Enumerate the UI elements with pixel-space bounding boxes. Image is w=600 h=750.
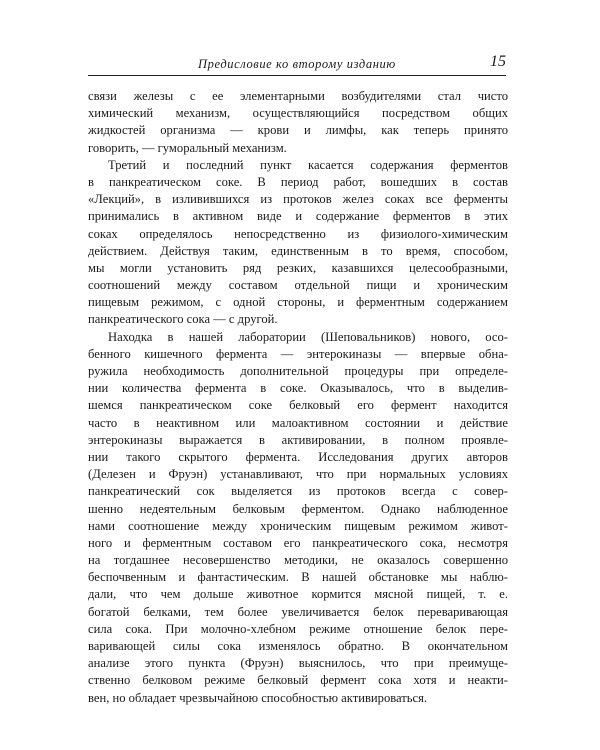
text-line: панкреатический сок выделяется из протоков всегда с совер- xyxy=(88,484,508,499)
paragraph xyxy=(88,157,508,329)
body-text xyxy=(88,88,508,707)
text-line: сила сока. При молочно-хлебном режиме отношение белок пере- xyxy=(88,621,508,636)
text-line: химический механизм, осуществляющийся посредством общих xyxy=(88,106,508,121)
text-line: вен, но обладает чрезвычайною способностью активироваться. xyxy=(88,690,428,705)
text-line: энтерокиназы выражается в активировании, в полном проявле- xyxy=(88,432,508,447)
text-line: богатой белками, тем более увеличивается белок переваривающая xyxy=(88,604,508,619)
text-line: Третий и последний пункт касается содержания ферментов xyxy=(108,157,508,172)
text-line: соках определялось непосредственно из физиолого-химическим xyxy=(88,226,508,241)
text-line: часто в неактивном или малоактивном состоянии и действие xyxy=(88,415,508,430)
text-line: шемся панкреатическом соке белковый его фермент находится xyxy=(88,398,508,413)
text-line: в панкреатическом соке. В период работ, вошедших в состав xyxy=(88,174,508,189)
text-line: (Делезен и Фруэн) устанавливают, что при нормальных условиях xyxy=(88,467,508,482)
text-line: связи железы с ее элементарными возбудителями стал чисто xyxy=(88,89,508,103)
text-line: анализе этого пункта (Фруэн) выяснилось, что при преимуще- xyxy=(88,656,508,671)
text-line: дали, что чем дольше животное кормится мясной пищей, т. е. xyxy=(88,587,508,602)
paragraph xyxy=(88,88,508,157)
page-number: 15 xyxy=(490,53,506,70)
header-rule xyxy=(88,75,506,76)
text-line: на тогдашнее несовершенство методики, не оказалось совершенно xyxy=(88,553,508,568)
text-line: шенно недеятельным белковым ферментом. Однако наблюденное xyxy=(88,501,508,516)
text-line: ственно белковом режиме белковый фермент сока хотя и неакти- xyxy=(88,673,508,688)
text-line: жидкостей организма — крови и лимфы, как теперь принято xyxy=(88,123,508,138)
text-line: бенного кишечного фермента — энтерокиназы — впервые обна- xyxy=(88,346,508,361)
text-line: нами соотношение между хроническим пищевым режимом живот- xyxy=(88,518,508,533)
text-line: нии такого скрытого фермента. Исследования других авторов xyxy=(88,449,508,464)
text-line: пищевым режимом, с одной стороны, и ферментным содержанием xyxy=(88,295,508,310)
running-head xyxy=(88,53,506,75)
text-line: действием. Действуя таким, единственным в то время, способом, xyxy=(88,243,508,258)
text-line: варивающей силы сока изменялось обратно. В окончательном xyxy=(88,639,508,653)
text-line: Находка в нашей лаборатории (Шеповальников) нового, осо- xyxy=(108,329,508,344)
paragraph xyxy=(88,329,508,707)
text-line: говорить, — гуморальный механизм. xyxy=(88,140,287,155)
text-line: нии количества фермента в соке. Оказывалось, что в выделив- xyxy=(88,381,508,396)
text-line: мы могли установить ряд резких, казавшихся целесообразными, xyxy=(88,260,508,275)
text-line: ружила необходимость дополнительной процедуры при определе- xyxy=(88,364,508,378)
text-line: беспочвенным и фантастическим. В нашей обстановке мы наблю- xyxy=(88,570,508,585)
text-line: панкреатического сока — с другой. xyxy=(88,312,278,327)
text-line: «Лекций», в изливившихся из протоков желез соках все ферменты xyxy=(88,192,508,207)
running-title: Предисловие ко второму изданию xyxy=(198,57,396,71)
text-line: принимались в активном виде и содержание ферментов в этих xyxy=(88,209,508,224)
text-line: соотношений между составом отдельной пищи и хроническим xyxy=(88,278,508,293)
text-line: ного и ферментным составом его панкреатического сока, несмотря xyxy=(88,535,508,550)
